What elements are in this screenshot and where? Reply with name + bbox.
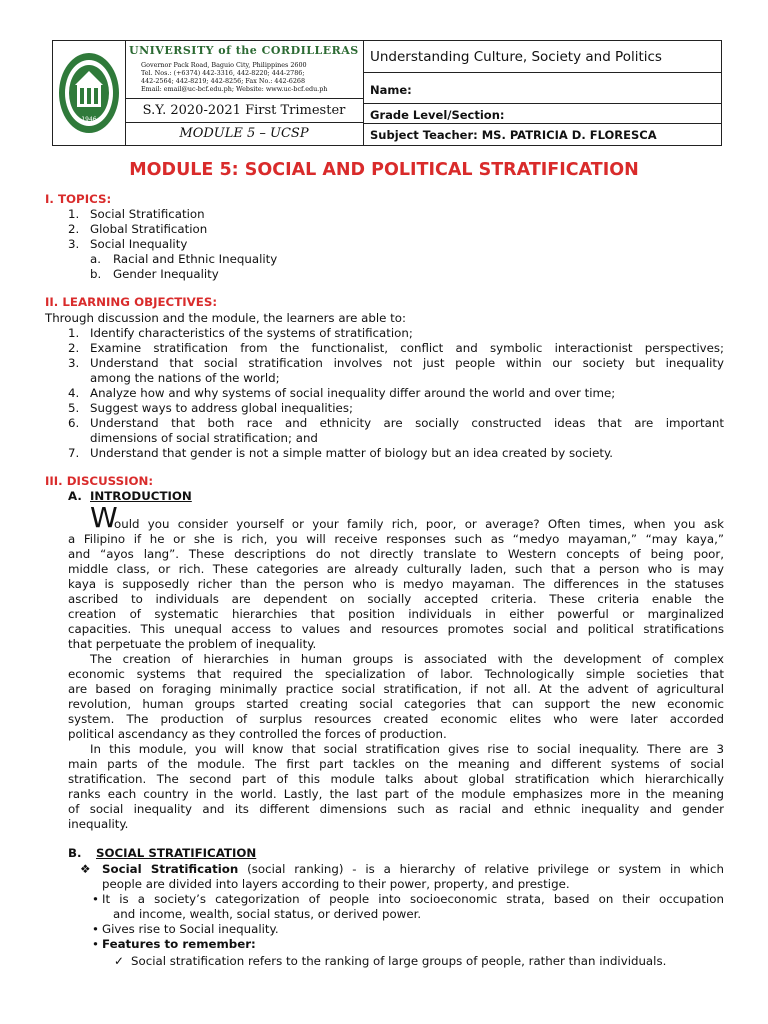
definition-line-2: people are divided into layers according to their power, property, and prestige. [102,877,570,891]
intro-letter: A. [68,489,82,503]
topic-num: a. [90,252,101,266]
definition-line [102,862,724,877]
address-line-4: Email: email@uc-bcf.edu.ph; Website: www.uc-bcf.edu.ph [141,85,328,93]
address-line-3: 442-2564; 442-8219; 442-8256; Fax No.: 442-6268 [141,77,306,85]
topic-item: Racial and Ethnic Inequality [113,252,278,266]
topic-num: b. [90,267,102,281]
objective-item: Examine stratification from the functionalist, conflict and symbolic interactionist perspectives; [90,341,724,355]
objective-num: 6. [68,416,80,430]
para2-line: are based on foraging minimally practice social stratification, if not all. At the advent of agricultural [68,682,724,696]
objective-item: Identify characteristics of the systems of stratification; [90,326,413,340]
topic-item: Social Inequality [90,237,188,251]
topics-heading: I. TOPICS: [45,192,112,206]
para2-line: The creation of hierarchies in human groups is associated with the development of complex [90,652,724,666]
para2-line: political ascendancy as they controlled the forces of production. [68,727,447,741]
address-line-2: Tel. Nos.: (+6374) 442-3316, 442-8220; 444-2786; [141,69,305,77]
definition-rest: (social ranking) - is a hierarchy of relative privilege or system in which [238,862,724,876]
module-header [52,40,722,146]
bullet-icon: • [92,892,99,906]
bullet-text-cont: and income, wealth, social status, or derived power. [113,907,422,921]
objective-num: 3. [68,356,80,370]
topic-item: Gender Inequality [113,267,219,281]
header-right [364,41,721,145]
address-line-1: Governor Pack Road, Baguio City, Philippines 2600 [141,61,307,69]
intro-heading: INTRODUCTION [90,489,192,503]
topic-item: Global Stratification [90,222,208,236]
topic-num: 1. [68,207,80,221]
para3-line: In this module, you will know that social stratification gives rise to social inequality. There are 3 [90,742,724,756]
seal-year: 1946 [81,116,97,123]
para1-line: a Filipino if he or she is rich, you will receive responses such as “medyo mayaman,” “may kaya,” [68,532,724,546]
objective-item-cont: among the nations of the world; [90,371,280,385]
course-title: Understanding Culture, Society and Politics [364,41,721,73]
para3-line: of social inequality and its different dimensions such as racial and ethnic inequality and gender [68,802,724,816]
header-left [53,41,364,145]
topic-item: Social Stratification [90,207,205,221]
diamond-bullet-icon: ❖ [80,862,91,876]
seal-icon [53,41,125,145]
objective-item: Understand that gender is not a simple matter of biology but an idea created by society. [90,446,614,460]
university-info [125,41,363,97]
objective-item: Understand that social stratification involves not just people within our society but inequality [90,356,724,370]
grade-section-field[interactable]: Grade Level/Section: [364,105,721,124]
objective-num: 2. [68,341,80,355]
objective-item-cont: dimensions of social stratification; and [90,431,318,445]
para1-line: capacities. This unequal access to values and resources promotes social and political stratifications [68,622,724,636]
objective-item: Understand that both race and ethnicity are socially constructed ideas that are important [90,416,724,430]
university-name: UNIVERSITY of the CORDILLERAS [129,44,359,57]
objective-num: 1. [68,326,80,340]
topic-num: 3. [68,237,80,251]
para3-line: stratification. The second part of this module talks about global stratification which hierarchically [68,772,724,786]
subject-teacher: Subject Teacher: MS. PATRICIA D. FLORESCA [370,128,657,142]
para1-line: ascribed to individuals are dependent on socially accepted criteria. These criteria enable the [68,592,724,606]
para1-line: creation of systematic hierarchies that position individuals in either powerful or marginalized [68,607,724,621]
objective-item: Suggest ways to address global inequalities; [90,401,353,415]
bullet-text: Gives rise to Social inequality. [102,922,279,936]
objective-num: 7. [68,446,80,460]
university-seal [53,41,126,145]
definition-term: Social Stratification [102,862,239,876]
para3-line: inequality. [68,817,129,831]
objective-num: 5. [68,401,80,415]
drop-cap: W [90,501,118,534]
para1-line: and “ayos lang”. These descriptions do not directly translate to Western concepts of being poor, [68,547,724,561]
name-field[interactable]: Name: [364,74,721,104]
para2-line: system. The production of surplus resources created economic elites who were later accorded [68,712,724,726]
school-year: S.Y. 2020-2021 First Trimester [125,98,363,123]
para2-line: economic systems that required the specialization of labor. Technologically simple societies that [68,667,724,681]
check-text: Social stratification refers to the ranking of large groups of people, rather than individuals. [131,954,667,968]
bullet-icon: • [92,937,99,951]
para1-line: that perpetuate the problem of inequality. [68,637,317,651]
para3-line: ranks each country in the world. Lastly, the last part of the module emphasizes more in the meaning [68,787,724,801]
objective-item: Analyze how and why systems of social inequality differ around the world and over time; [90,386,616,400]
discussion-heading: III. DISCUSSION: [45,474,154,488]
module-label: MODULE 5 – UCSP [179,126,309,141]
section-b-heading: SOCIAL STRATIFICATION [96,846,257,860]
topic-num: 2. [68,222,80,236]
bullet-text: Features to remember: [102,937,256,951]
objectives-heading: II. LEARNING OBJECTIVES: [45,295,218,309]
checkmark-icon: ✓ [114,954,124,968]
section-b-letter: B. [68,846,82,860]
para1-line: kaya is supposedly richer than the person who is medyo mayaman. The differences in the statuses [68,577,724,591]
para2-line: revolution, human groups started creating social categories that can support the new economic [68,697,724,711]
para1-line: ould you consider yourself or your family rich, poor, or average? Often times, when you ask [114,517,724,531]
objectives-intro: Through discussion and the module, the learners are able to: [45,311,406,325]
para1-line: middle class, or rich. These categories are already culturally laden, such that a person who is may [68,562,724,576]
page-title: MODULE 5: SOCIAL AND POLITICAL STRATIFICATION [129,160,639,180]
bullet-text: It is a society’s categorization of people into socioeconomic strata, based on their occupation [102,892,724,906]
para3-line: main parts of the module. The first part tackles on the meaning and different systems of social [68,757,724,771]
bullet-icon: • [92,922,99,936]
objective-num: 4. [68,386,80,400]
